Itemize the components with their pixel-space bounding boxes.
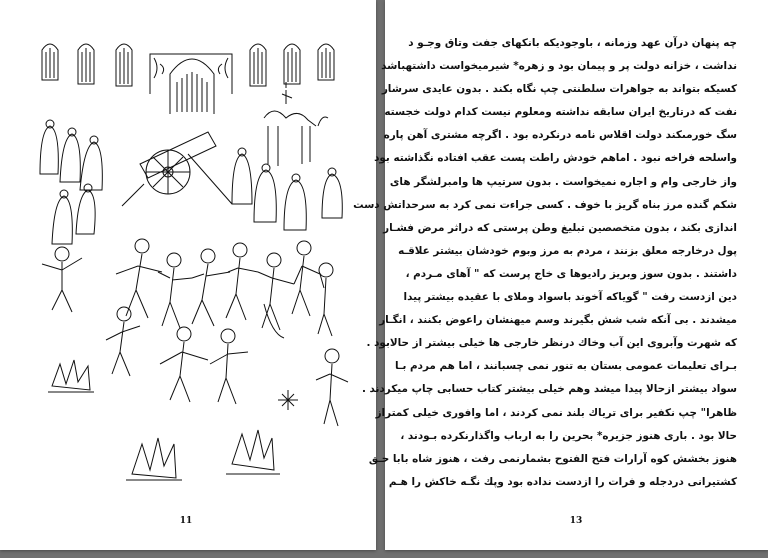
bonfire [226, 430, 280, 474]
text-line: كشتيرانى دردجله و فرات را ازدست نداده بود وپك نگـه خاكش را هـم [388, 475, 737, 488]
text-line: واسلحه فراخه نبود . اماهم خودش راطت پست عقب افتاده نگذاشته بود [374, 152, 737, 165]
text-line: دين ازدست رفت " گوياكه آخوند باسواد وملاى با عقيده بيشتر پيدا [403, 291, 737, 304]
text-line: سگ خورمىكند دولت اقلاس نامه درنكرده بود . اگرچه مشترى آهن پاره [383, 129, 737, 142]
sparkle [278, 390, 298, 410]
veiled-figures-right [232, 148, 342, 230]
text-line: ميشدند . بى آنكه شب شش بگيرند وسم ميهنشان راعوض بكنند ، انگـار [379, 314, 737, 327]
text-line: هنوز بخشش كوه آرارات فتح الفتوح بشمارنمى رفت ، هنوز شاه بابا حـق [368, 452, 737, 465]
veiled-figures-left [40, 120, 102, 244]
cannon [122, 132, 232, 206]
palace-gate [150, 54, 232, 114]
text-line: واز خارجى وام و اجاره نميخواست . بدون سرتيپ ها وامبرلشگر هاى [389, 175, 737, 188]
text-line: بـراى تعليمات عمومى بستان به تنور نمى چسبانند ، اما هم مردم بـا [395, 360, 737, 373]
text-line: داشتند . بدون سوز وبريز راديوها ى خاج پرست كه " آهاى مـردم ، [405, 267, 737, 280]
arched-window [42, 44, 58, 80]
text-line: كه شهرت وآبروى اين آب وخاك درنظر خارجى ها خيلى بيشتر از حالابود . [366, 337, 737, 350]
arched-window [78, 44, 94, 84]
bonfire [48, 360, 94, 392]
arched-window [116, 44, 132, 86]
text-line: نفت كه درتاريخ ايران سابقه نداشته ومعلوم نيست كدام دولت خجسته [384, 106, 737, 119]
camel-rider [264, 82, 328, 166]
text-line: اندازى بكند ، بدون متخصصين تبليغ وطن پرستى كه دراثر مرض فشـار [383, 221, 737, 234]
bonfire [126, 438, 182, 480]
right-page [353, 0, 768, 550]
text-line: شكم گنده مرز بناه گريز با خوف . كسى جراءت نمى كرد به سرحداتش دست [353, 198, 737, 211]
text-line: سواد بيشتر ازحالا پيدا ميشد وهم خيلى بيشتر كتاب حسابى چاپ ميكردند . [361, 383, 737, 396]
page-number: 13 [569, 516, 583, 526]
text-line: ظاهرا" چپ نكفير براى ترياك بلند نمى كردند ، اما وافورى خيلى كمتراز [375, 406, 737, 419]
body-text [353, 32, 737, 494]
dancing-children [42, 239, 348, 426]
text-line: حالا بود . بارى هنوز جزيره* بحرين را به ارباب واگذارنكرده بـودند ، [400, 429, 737, 442]
text-line: كسيكه بتواند به جواهرات سلطنتى چپ نگاه بكند . بدون عايدى سرشار [381, 83, 737, 96]
left-page [0, 0, 376, 550]
page-number: 11 [179, 516, 193, 526]
arched-window [284, 44, 300, 84]
text-line: نداشت ، خزانه دولت پر و پيمان بود و زهره* شيرميخواست داشتهباشد [381, 60, 737, 73]
text-line: چه پنهان درآن عهد وزمانه ، باوجوديكه بانكهاى جفت وتاق وجـو د [408, 37, 737, 49]
text-line: پول درخارجه معلق بزنند ، مردم به مرز وبوم خودشان بيشتر علاقـه [398, 244, 737, 257]
arched-window [250, 44, 266, 86]
crowd-dance-illustration [32, 34, 354, 494]
arched-window [318, 44, 334, 80]
